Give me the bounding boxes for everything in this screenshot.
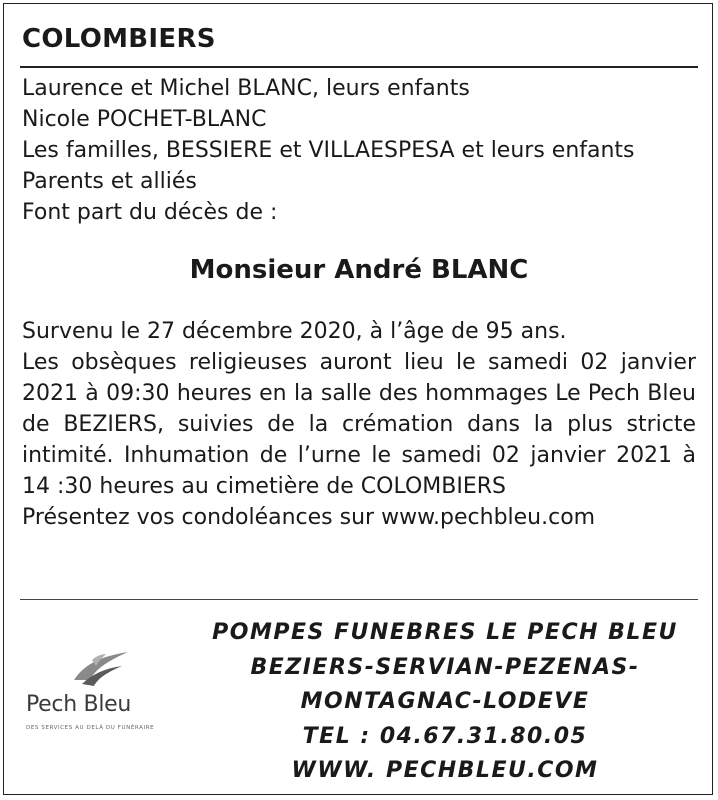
logo-tagline: DES SERVICES AU DELÀ DU FUNÉRAIRE (26, 725, 155, 731)
company-website: WWW. PECHBLEU.COM (291, 758, 599, 783)
deceased-name: Monsieur André BLANC (189, 255, 529, 285)
footer-divider (20, 599, 698, 600)
funeral-home-info (180, 616, 710, 789)
town-heading: COLOMBIERS (22, 24, 216, 54)
company-locations: BEZIERS-SERVIAN-PEZENAS- (250, 654, 640, 680)
company-phone: TEL : 04.67.31.80.05 (302, 723, 588, 749)
bird-wing-icon (72, 650, 132, 690)
notice-details (22, 316, 696, 533)
family-line: Parents et alliés (22, 169, 197, 194)
condolences-line: Présentez vos condoléances sur www.pechbleu.com (22, 505, 596, 530)
family-line: Nicole POCHET-BLANC (22, 107, 267, 132)
ceremony-paragraph: Les obsèques religieuses auront lieu le samedi 02 janvier 2021 à 09:30 heures en la salle des hommages Le Pech Bleu de BEZIERS, suivies de la crémation dans la plus stricte intimité. Inhumation de l’urne le samedi 02 janvier 2021 à 14 :30 heures au cimetière de COLOMBIERS (22, 350, 696, 499)
company-name: POMPES FUNEBRES LE PECH BLEU (212, 620, 678, 645)
logo-name: Pech Bleu (26, 692, 132, 717)
family-line: Les familles, BESSIERE et VILLAESPESA et leurs enfants (22, 138, 635, 163)
family-list (22, 73, 702, 228)
company-locations: MONTAGNAC-LODEVE (300, 689, 590, 714)
pech-bleu-logo (24, 650, 199, 740)
family-line: Font part du décès de : (22, 200, 278, 225)
family-line: Laurence et Michel BLANC, leurs enfants (22, 76, 470, 101)
heading-divider (20, 66, 698, 68)
death-date-line: Survenu le 27 décembre 2020, à l’âge de 95 ans. (22, 319, 567, 344)
